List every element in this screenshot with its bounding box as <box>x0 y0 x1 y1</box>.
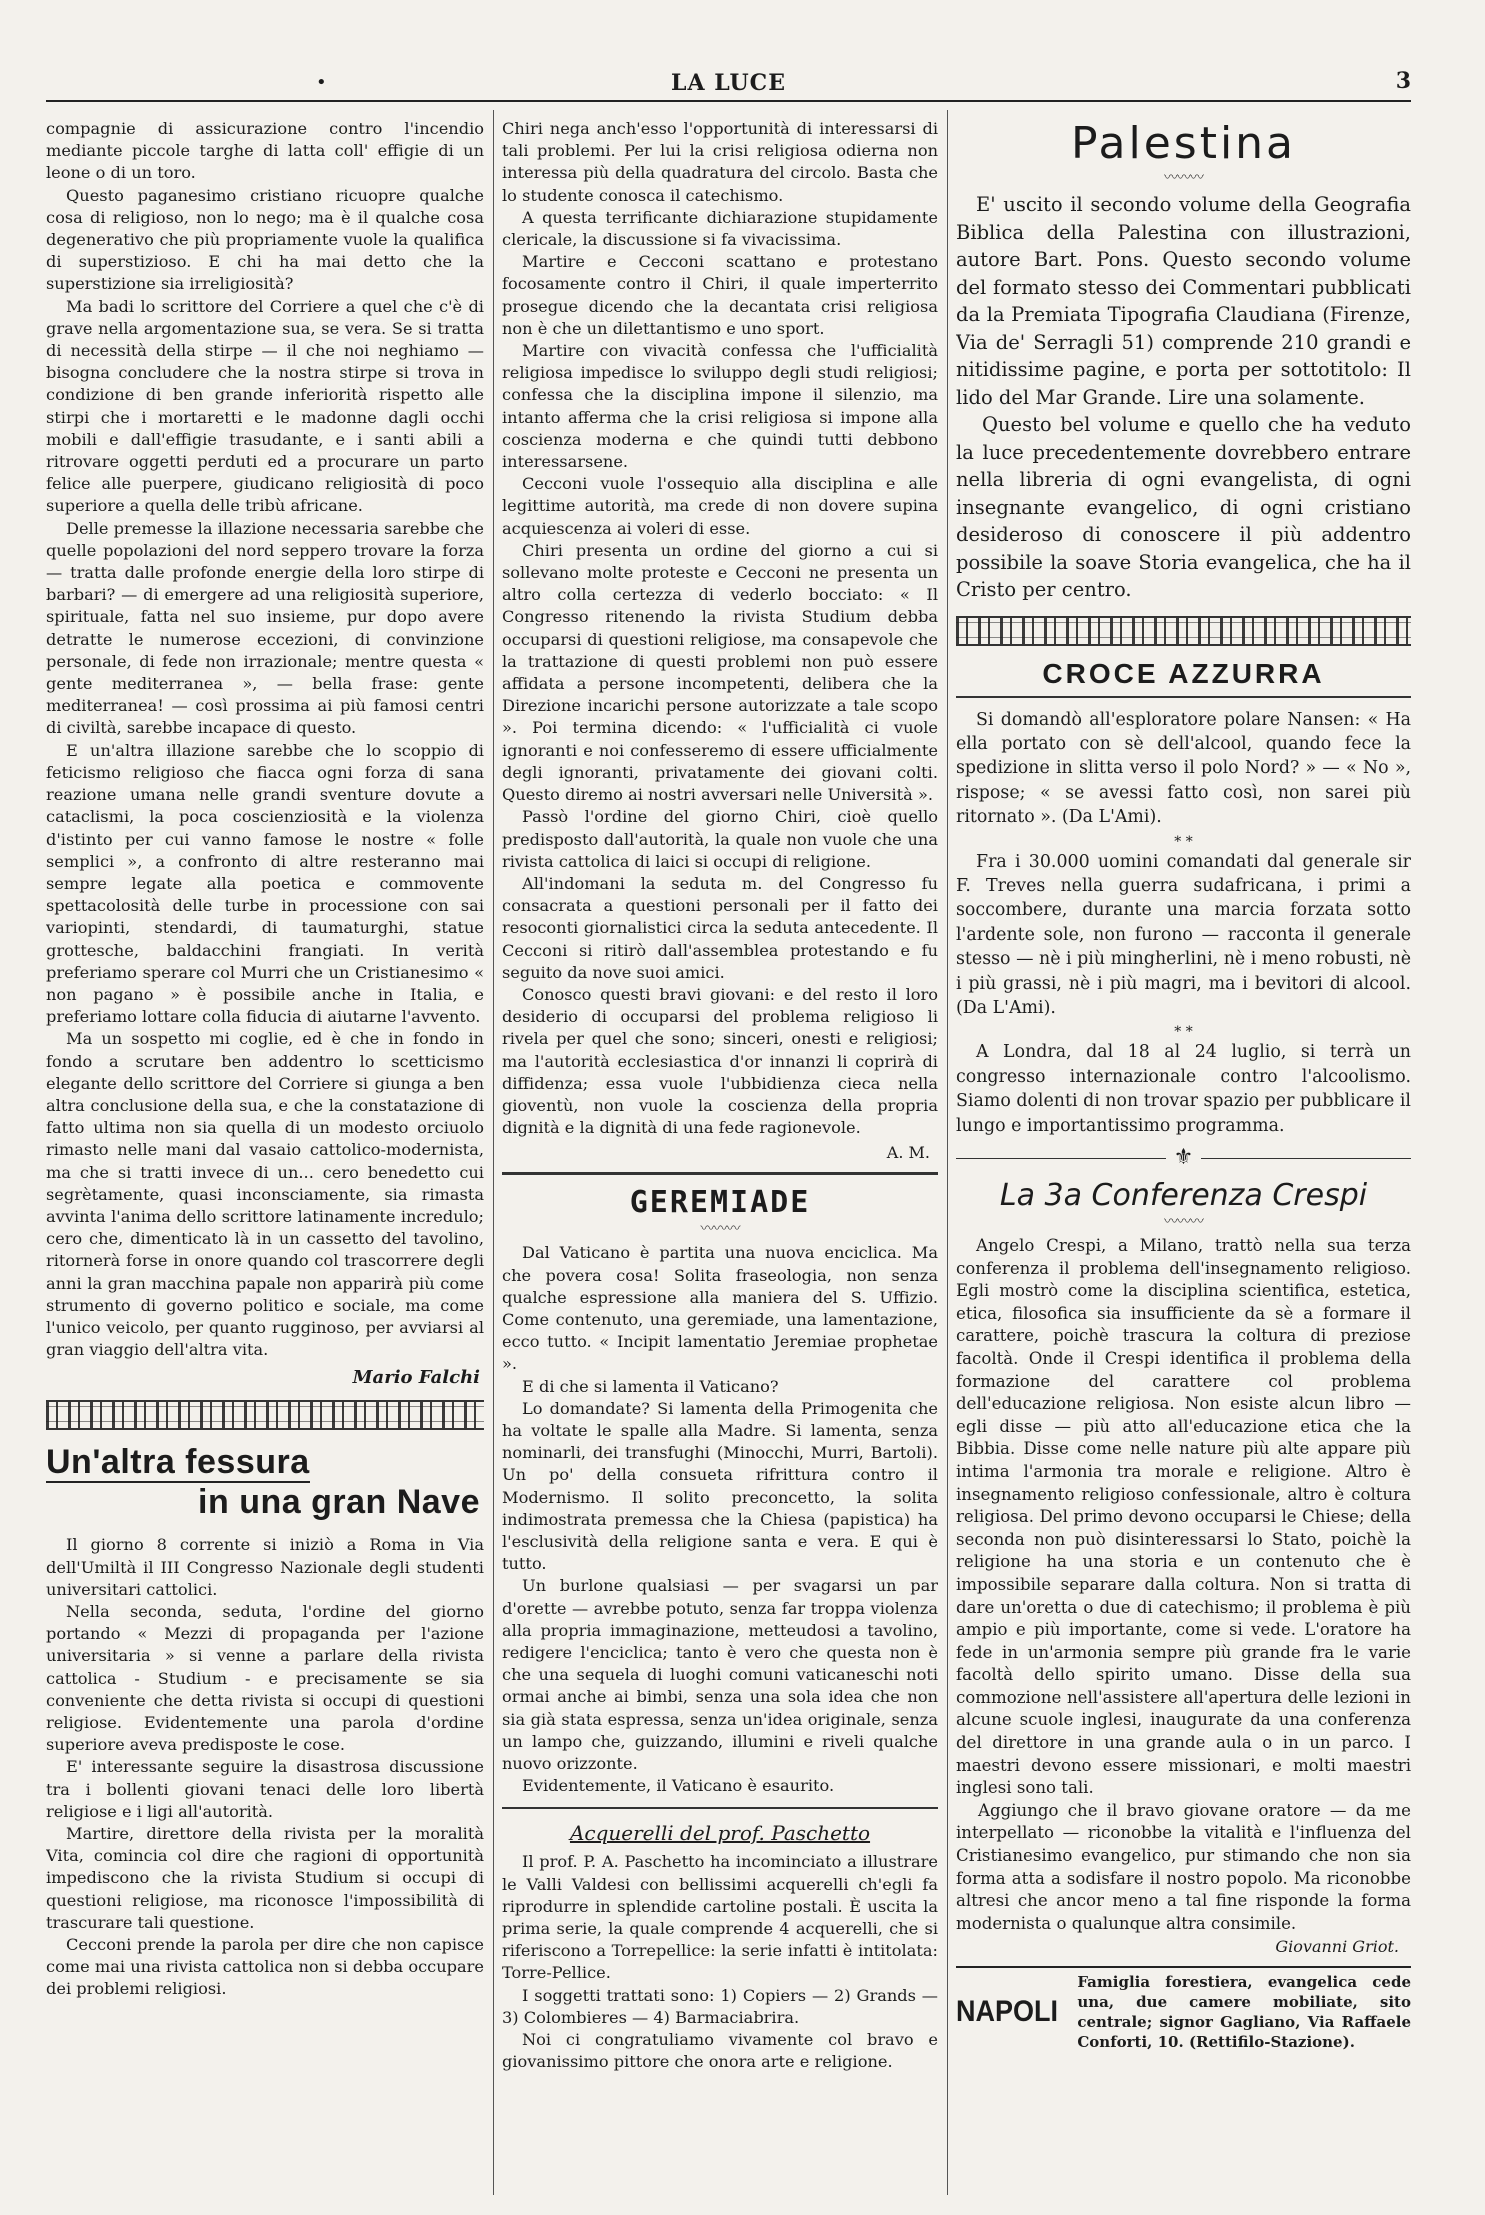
paragraph: A Londra, dal 18 al 24 luglio, si terrà un congresso internazionale contro l'alcoolismo. Siamo dolenti di non trovar spazio per pubblicare il lungo e importantissimo programma. <box>956 1042 1411 1136</box>
paragraph: Ma un sospetto mi coglie, ed è che in fondo in fondo a scrutare ben addentro lo scetticismo elegante dello scrittore del Corriere si giunga a ben altra conclusione della sua, e che la constatazione di fatto ultima non sia quella di un modesto orciuolo rimasto nelle mani dal vasaio cattolico-modernista, ma che si tratti invece di un... cero benedetto cui segrètamente, quasi inconsciamente, sia rimasta avvinta l'anima dello scrittore latinamente incredulo; cero che, dimenticato là in un cassetto del tavolino, ritornerà forse in onore quando col trascorrere degli anni la gran macchina papale non apparirà più come strumento di governo politico e sociale, ma come l'unico veicolo, per quanto rugginoso, per avviarsi al gran viaggio dell'altra vita. <box>46 1029 484 1360</box>
paragraph: Cecconi prende la parola per dire che non capisce come mai una rivista cattolica non si debba occupare dei problemi religiosi. <box>46 1935 484 1999</box>
paragraph: Martire e Cecconi scattano e protestano focosamente contro il Chiri, il quale imperterrito prosegue dicendo che la decantata crisi religiosa non è che un dilettantismo e uno sport. <box>502 252 938 338</box>
paragraph: Cecconi vuole l'ossequio alla disciplina e alle legittime autorità, ma crede di non dovere supina acquiescenza ai voleri di esse. <box>502 474 938 538</box>
paragraph: Passò l'ordine del giorno Chiri, cioè quello predisposto dall'autorità, la quale non vuole che una rivista cattolica di laici si occupi di religione. <box>502 807 938 871</box>
paragraph: Evidentemente, il Vaticano è esaurito. <box>522 1776 835 1796</box>
paragraph: Chiri presenta un ordine del giorno a cui si sollevano molte proteste e Cecconi ne presenta un altro colla certezza di vederlo bocciato: « Il Congresso ritenendo la rivista Studium debba occuparsi di questioni religiose, ma consapevole che la trattazione di questi problemi non può essere affidata a persone incompetenti, delibera che la Direzione incarichi persone autorizzate a tale scopo ». Poi termina dicendo: « l'ufficialità ci vuole ignoranti e noi confesseremo di essere ufficialmente degli ignoranti, privatamente dei giovani colti. Questo diremo ai nostri avversari nelle Università ». <box>502 540 938 805</box>
divider <box>502 1807 938 1809</box>
paragraph: Martire, direttore della rivista per la moralità Vita, comincia col dire che ragioni di opportunità impediscono che la rivista Studium si occupi di questioni religiose, ma riconosce l'impossibilità di trascurare tali questione. <box>46 1824 484 1932</box>
paragraph: Un burlone qualsiasi — per svagarsi un par d'orette — avrebbe potuto, senza far troppa violenza alla propria immaginazione, metteudosi a tavolino, redigere l'enciclica; tanto è vero che questa non è che una sequela di luoghi comuni vaticaneschi noti ormai anche ai bimbi, senza una sola idea che non sia già stata espressa, senza un'idea originale, senza un lampo che, guizzando, illumini e riveli qualche nuovo orizzonte. <box>502 1576 938 1774</box>
paragraph: Il giorno 8 corrente si iniziò a Roma in Via dell'Umiltà il III Congresso Nazionale degli studenti universitari cattolici. <box>46 1535 484 1599</box>
title-ornament: 〰〰〰 <box>1164 1214 1203 1230</box>
paragraph: Questo paganesimo cristiano ricuopre qualche cosa di religioso, non lo nego; ma è il qualche cosa degenerativo che più propriamente vuole la qualifica di superstizioso. E chi ha mai detto che la superstizione sia irreligiosità? <box>46 185 484 294</box>
title-line-1: Un'altra fessura <box>46 1443 310 1482</box>
paragraph: Ma badi lo scrittore del Corriere a quel che c'è di grave nella argomentazione sua, se vera. Se si tratta di necessità della stirpe — il che noi neghiamo — bisogna concludere che la nostra stirpe si trova in condizione di ben grande inferiorità rispetto alle stirpi che i mortaretti e le madonne dagli occhi mobili e dall'effigie trasudante, e i santi abili a ritrovare oggetti perduti ed a procurare un parto felice alle puerpere, giudicano religiosità di poco superiore a quella delle tribù africane. <box>46 296 484 516</box>
paragraph: Nella seconda, seduta, l'ordine del giorno portando « Mezzi di propaganda per l'azione universitaria » si venne a parlare della rivista cattolica - Studium - e precisamente se sia conveniente che detta rivista si occupi di questioni religiose. Evidentemente una parola d'ordine superiore aveva predisposte le cose. <box>46 1601 484 1755</box>
section-title: La 3a Conferenza Crespi <box>999 1178 1368 1213</box>
signature: Mario Falchi <box>352 1367 480 1389</box>
paragraph: compagnie di assicurazione contro l'incendio mediante piccole targhe di latta coll' effigie di un leone o di un toro. <box>46 119 484 183</box>
paragraph: Aggiungo che il bravo giovane oratore — da me interpellato — riconobbe la vitalità e l'influenza del Cristianesimo evangelico, pur stimando che non sia forma atta a sodisfare il nostro popolo. Ma riconobbe altresi che ancor meno a tal fine risponde la forma modernista o qualunque altra consimile. <box>956 1800 1411 1933</box>
page-header <box>46 66 1411 102</box>
divider <box>956 696 1411 698</box>
column-1 <box>46 118 484 2198</box>
column-rule-2 <box>947 110 948 2195</box>
signature: Giovanni Griot. <box>1275 1937 1399 1957</box>
column-rule-1 <box>493 110 494 2195</box>
paragraph: Dal Vaticano è partita una nuova enciclica. Ma che povera cosa! Solita fraseologia, non senza qualche espressione alla maniera del S. Uffizio. Come contenuto, una geremiade, una lamentazione, ecco tutto. « Incipit lamentatio Jeremiae prophetae ». <box>502 1243 938 1374</box>
newspaper-title: LA LUCE <box>671 70 786 96</box>
section-title: Palestina <box>1070 118 1297 169</box>
paragraph: E un'altra illazione sarebbe che lo scoppio di feticismo religioso che fiacca ogni forza di sana reazione umana nelle grandi sventure dovute a cataclismi, la poca coscienziosità e la violenza d'istinto per cui vanno famose le nostre « folle semplici », a confronto di altre resteranno mai sempre legate alla poetica e commovente spettacolosità delle turbe in processione con sai variopinti, stendardi, di taumaturghi, statue grottesche, baldacchini frangiati. In verità preferiamo sperare col Murri che un Cristianesimo « non pagano » è possibile anche in Italia, e preferiamo lottare colla fiducia di aiutarne l'avvento. <box>46 740 484 1027</box>
paragraph: A questa terrificante dichiarazione stupidamente clericale, la discussione si fa vivacissima. <box>502 207 938 250</box>
paragraph: Martire con vivacità confessa che l'ufficialità religiosa impedisce lo sviluppo degli studi religiosi; confessa che la disciplina impone il silenzio, ma intanto afferma che la crisi religiosa si impone alla coscienza moderna e che quindi tutti debbono interessarsene. <box>502 341 938 472</box>
paragraph: Angelo Crespi, a Milano, trattò nella sua terza conferenza il problema dell'insegnamento religioso. Egli mostrò come la disciplina scientifica, estetica, etica, filosofica sia insufficiente da sè a formare il carattere, poichè trascura la coltura di preziose facoltà. Onde il Crespi identifica il problema della formazione del carattere col problema dell'educazione religiosa. Non esiste alcun libro — egli disse — più atto all'educazione etica che la Bibbia. Disse come nelle nature più alte appare più intima l'armonia tra morale e religione. Altro è insegnamento religioso confessionale, altro è coltura religiosa. Del primo devono occuparsi le Chiese; della seconda non può disinteressarsi lo Stato, poichè la religione ha una storia e un contenuto che è impossibile separare dalla coltura. Non si tratta di dare un'oretta o due di catechismo; il problema è più ampio e più importante, come si vede. L'oratore ha fede in un'armonia sempre più grande fra le varie facoltà dello spirito umano. Disse della sua commozione nell'assistere all'apertura delle lezioni in alcune scuole inglesi, inaugurate da una conferenza del direttore in una grande aula o in un parco. I maestri devono essere missionari, e molti maestri inglesi sono tali. <box>956 1236 1411 1798</box>
fleuron-divider <box>956 1145 1411 1170</box>
ad-text: Famiglia forestiera, evangelica cede una, due camere mobiliate, sito centrale; signor Gagliano, Via Raffaele Conforti, 10. (Rettifilo-Stazione). <box>1077 1973 1411 2052</box>
paragraph: Noi ci congratuliamo vivamente col bravo e giovanissimo pittore che onora arte e religione. <box>502 2030 938 2072</box>
paragraph: Il prof. P. A. Paschetto ha incominciato a illustrare le Valli Valdesi con bellissimi acquerelli ch'egli fa riprodurre in splendide cartoline postali. È uscita la prima serie, la quale comprende 4 acquerelli, che si riferiscono a Torrepellice: la serie infatti è intitolata: Torre-Pellice. <box>502 1852 938 1983</box>
paragraph: Lo domandate? Si lamenta della Primogenita che ha voltate le spalle alla Madre. Si lamenta, senza nominarli, dei transfughi (Minocchi, Murri, Bartoli). Un po' della consueta rifrittura contro il Modernismo. Il solito preconcetto, la solita indimostrata premessa che la Chiesa (papistica) ha l'esclusività della religione santa e vera. E qui è tutto. <box>502 1398 938 1574</box>
section-title: CROCE AZZURRA <box>1042 657 1325 689</box>
paragraph: Questo bel volume e quello che ha veduto la luce precedentemente dovrebbero entrare nella libreria di ogni evangelista, di ogni insegnante evangelico, di ogni cristiano desideroso di conoscere il più addentro possibile la soave Storia evangelica, che ha il Cristo per centro. <box>956 413 1411 601</box>
section-title: Acquerelli del prof. Paschetto <box>569 1821 871 1846</box>
ornamental-border <box>46 1400 484 1430</box>
title-line-2: in una gran Nave <box>198 1483 480 1522</box>
paragraph: E' uscito il secondo volume della Geografia Biblica della Palestina con illustrazioni, autore Bart. Pons. Questo secondo volume del formato stesso dei Commentari pubblicati da la Premiata Tipografia Claudiana (Firenze, Via de' Serragli 51) comprende 210 grandi e nitidissime pagine, e porta per sottotitolo: Il lido del Mar Grande. Lire una solamente. <box>956 193 1411 409</box>
page-number: 3 <box>1395 68 1411 94</box>
divider <box>502 1172 938 1175</box>
paragraph: I soggetti trattati sono: 1) Copiers — 2) Grands — 3) Colombieres — 4) Barmaciabrira. <box>502 1985 938 2027</box>
paragraph: E di che si lamenta il Vaticano? <box>522 1376 779 1396</box>
ad-city: NAPOLI <box>956 1995 1059 2029</box>
header-dot: • <box>316 72 327 93</box>
paragraph: Fra i 30.000 uomini comandati dal generale sir F. Treves nella guerra sudafricana, i primi a soccombere, durante una marcia forzata sotto l'ardente sole, non furono — racconta il generale stesso — nè i più mingherlini, nè i meno robusti, nè i più grassi, nè i più magri, ma i bevitori di alcool. (Da L'Ami). <box>956 851 1411 1018</box>
column-3 <box>956 118 1411 2198</box>
paragraph: Conosco questi bravi giovani: e del resto il loro desiderio di occuparsi del problema religioso li rivela per quel che sono; sinceri, onesti e religiosi; ma l'autorità ecclesiastica d'or innanzi li coprirà di diffidenza; essa vuole l'ubbidienza cieca nella gioventù, non vuole la coscienza della propria dignità e la dignità di una fede ragionevole. <box>502 984 938 1138</box>
column-2 <box>502 118 938 2198</box>
section-title: GEREMIADE <box>629 1185 811 1221</box>
article-title <box>46 1442 484 1522</box>
asterism: * * <box>1174 833 1193 850</box>
signature: A. M. <box>886 1143 930 1163</box>
ornamental-border <box>956 616 1411 646</box>
asterism: * * <box>1174 1024 1193 1041</box>
paragraph: Chiri nega anch'esso l'opportunità di interessarsi di tali problemi. Per lui la crisi religiosa odierna non interessa più della quadratura del circolo. Basta che lo studente conosca il catechismo. <box>502 119 938 205</box>
fleur-icon: ⚜ <box>1173 1145 1194 1170</box>
title-ornament: 〰〰〰 <box>700 1221 740 1238</box>
paragraph: Delle premesse la illazione necessaria sarebbe che quelle popolazioni del nord seppero trovare la forza — tratta dalle profonde energie della loro stirpe di barbari? — di emergere ad una religiosità superiore, spirituale, fatta nel suo insieme, pur dopo avere detratte le numerose eccezioni, di convinzione personale, di fede non irrazionale; mentre questa « gente mediterranea », — bella frase: gente mediterranea! — così prossima ai più famosi centri di civiltà, sarebbe incapace di questo. <box>46 518 484 738</box>
paragraph: Si domandò all'esploratore polare Nansen: « Ha ella portato con sè dell'alcool, quando fece la spedizione in slitta verso il polo Nord? » — « No », rispose; « se avessi fatto così, non sarei più ritornato ». (Da L'Ami). <box>956 709 1411 828</box>
paragraph: E' interessante seguire la disastrosa discussione tra i bollenti giovani tenaci delle loro libertà religiose e i ligi all'autorità. <box>46 1757 484 1821</box>
classified-ad <box>956 1966 1411 2052</box>
paragraph: All'indomani la seduta m. del Congresso fu consacrata a questioni personali per il fatto dei resoconti giornalistici circa la seduta antecedente. Il Cecconi si ritirò dall'assemblea protestando e fu seguito da nove suoi amici. <box>502 873 938 982</box>
title-ornament: 〰〰〰 <box>1164 170 1203 186</box>
